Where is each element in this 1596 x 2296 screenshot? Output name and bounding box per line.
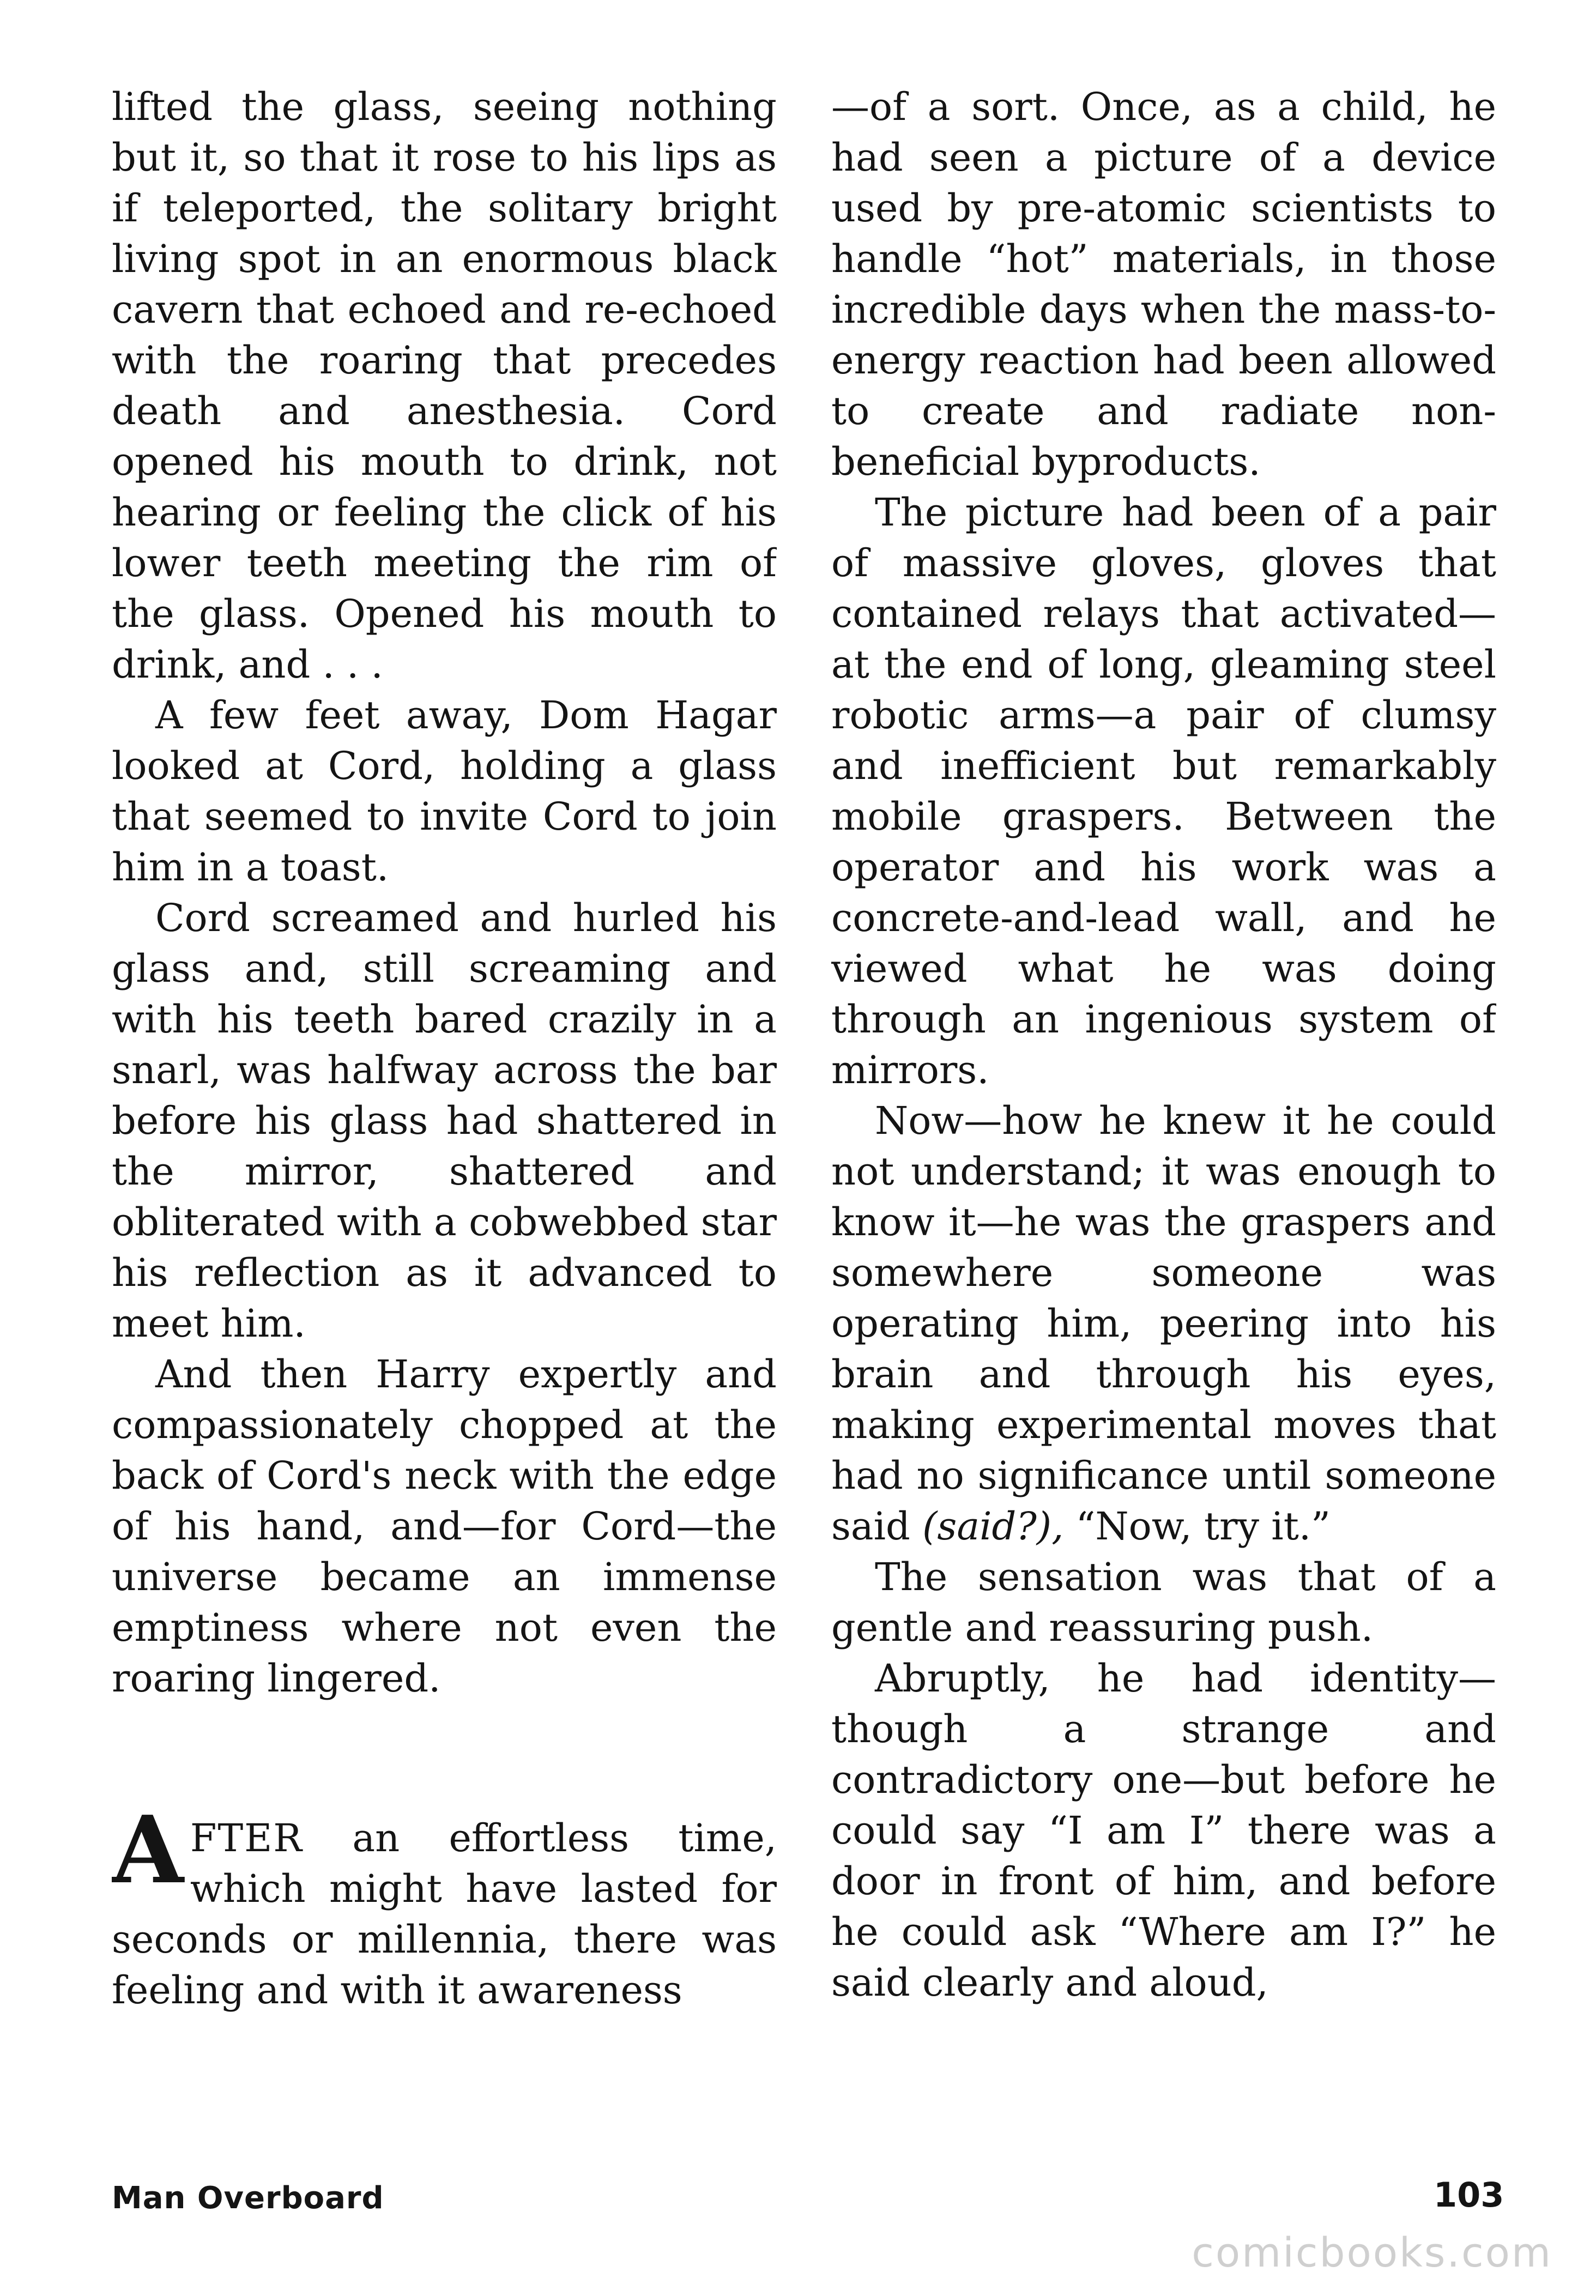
small-caps-lead: FTER [190, 1816, 303, 1860]
paragraph-text: “Now, try it.” [1063, 1504, 1331, 1549]
paragraph: The picture had been of a pair of massive gloves, gloves that contained relays that activated—at the end of long, gleaming steel robotic arms—a pair of clumsy and inefficient but remarkably mobile graspers. Between the operator and his work was a concrete-and-lead wall, and he viewed what he was doing through an ingenious system of mirrors. [831, 490, 1496, 1092]
paragraph: Cord screamed and hurled his glass and, still screaming and with his teeth bared crazily in a snarl, was halfway across the bar before his glass had shattered in the mirror, shattered and obliterated with a cobwebbed star his reflection as it advanced to meet him. [112, 896, 777, 1346]
paragraph: —of a sort. Once, as a child, he had seen a picture of a device used by pre-atomic scientists to handle “hot” materials, in those incredible days when the mass-to-energy reaction had been allowed to create and radiate non-beneficial byproducts. [831, 84, 1496, 484]
watermark: comicbooks.com [1192, 2229, 1552, 2276]
italic-text: (said?), [922, 1504, 1064, 1549]
left-column [112, 82, 777, 2170]
section-start-paragraph [112, 1796, 777, 2016]
paragraph: And then Harry expertly and compassionately chopped at the back of Cord's neck with the edge of his hand, and—for Cord—the universe became an immense emptiness where not even the roaring lingered. [112, 1352, 777, 1701]
paragraph [831, 1096, 1496, 1552]
paragraph-text: an effortless time, which might have lasted for seconds or millennia, there was feeling and with it awareness [112, 1816, 777, 2013]
paragraph-text: Now—how he knew it he could not understand; it was enough to know it—he was the graspers and somewhere someone was operating him, peering into his brain and through his eyes, making experimental moves that had no significance until someone said [831, 1098, 1496, 1549]
running-footer-title: Man Overboard [112, 2180, 384, 2216]
page-number: 103 [1434, 2175, 1504, 2215]
paragraph: A few feet away, Dom Hagar looked at Cord, holding a glass that seemed to invite Cord to join him in a toast. [112, 693, 777, 890]
right-column [831, 82, 1496, 2170]
paragraph: Abruptly, he had identity—though a strange and contradictory one—but before he could say “I am I” there was a door in front of him, and before he could ask “Where am I?” he said clearly and aloud, [831, 1656, 1496, 2005]
paragraph: The sensation was that of a gentle and reassuring push. [831, 1555, 1496, 1650]
paragraph: lifted the glass, seeing nothing but it, so that it rose to his lips as if teleported, the solitary bright living spot in an enormous black cavern that echoed and re-echoed with the roaring that precedes death and anesthesia. Cord opened his mouth to drink, not hearing or feeling the click of his lower teeth meeting the rim of the glass. Opened his mouth to drink, and . . . [112, 84, 777, 687]
drop-cap: A [112, 1796, 184, 1905]
